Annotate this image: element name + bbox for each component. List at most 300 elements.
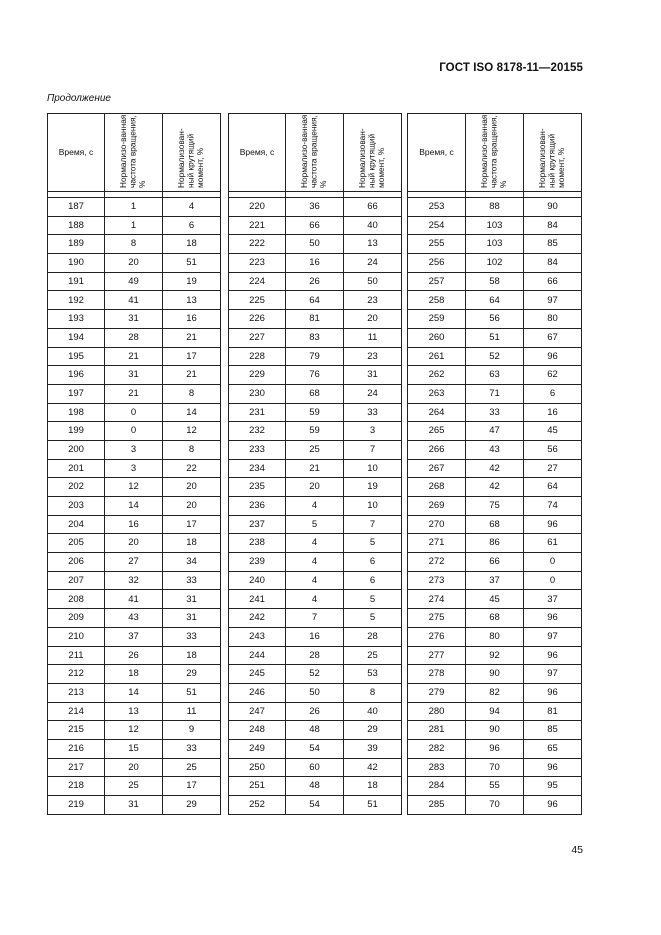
table-row [408, 235, 582, 254]
table-row [408, 254, 582, 273]
torque-cell: 8 [344, 683, 402, 702]
torque-cell: 97 [524, 665, 582, 684]
speed-cell: 15 [105, 739, 163, 758]
speed-cell: 25 [105, 777, 163, 796]
speed-cell: 90 [466, 665, 524, 684]
table-row [48, 459, 221, 478]
torque-cell: 13 [344, 235, 402, 254]
table-row [408, 347, 582, 366]
speed-cell: 37 [466, 571, 524, 590]
torque-cell: 51 [163, 254, 221, 273]
speed-cell: 79 [286, 347, 344, 366]
table-row [408, 328, 582, 347]
speed-cell: 63 [466, 366, 524, 385]
time-cell: 280 [408, 702, 466, 721]
torque-cell: 50 [344, 272, 402, 291]
speed-cell: 59 [286, 422, 344, 441]
table-row [48, 609, 221, 628]
table-row [229, 683, 402, 702]
time-cell: 243 [229, 627, 286, 646]
speed-cell: 26 [286, 702, 344, 721]
table-row [229, 478, 402, 497]
torque-cell: 17 [163, 515, 221, 534]
time-cell: 264 [408, 403, 466, 422]
time-cell: 210 [48, 627, 105, 646]
torque-cell: 31 [344, 366, 402, 385]
speed-cell: 21 [105, 384, 163, 403]
table-row [408, 739, 582, 758]
table-row [229, 254, 402, 273]
table-row [408, 590, 582, 609]
table-row [48, 534, 221, 553]
torque-cell: 16 [524, 403, 582, 422]
speed-cell: 31 [105, 796, 163, 815]
time-cell: 247 [229, 702, 286, 721]
speed-cell: 4 [286, 571, 344, 590]
speed-cell: 66 [466, 553, 524, 572]
time-cell: 281 [408, 721, 466, 740]
torque-cell: 6 [524, 384, 582, 403]
speed-cell: 4 [286, 590, 344, 609]
time-cell: 197 [48, 384, 105, 403]
speed-cell: 58 [466, 272, 524, 291]
torque-cell: 37 [524, 590, 582, 609]
time-cell: 229 [229, 366, 286, 385]
torque-cell: 61 [524, 534, 582, 553]
table-row [48, 235, 221, 254]
torque-cell: 9 [163, 721, 221, 740]
table-row [48, 291, 221, 310]
torque-cell: 18 [163, 646, 221, 665]
speed-cell: 54 [286, 796, 344, 815]
torque-cell: 51 [163, 683, 221, 702]
torque-cell: 11 [163, 702, 221, 721]
torque-cell: 8 [163, 440, 221, 459]
table-row [229, 198, 402, 217]
time-cell: 215 [48, 721, 105, 740]
time-cell: 256 [408, 254, 466, 273]
table-row [48, 216, 221, 235]
torque-cell: 0 [524, 553, 582, 572]
table-row [408, 384, 582, 403]
time-cell: 194 [48, 328, 105, 347]
speed-cell: 50 [286, 683, 344, 702]
speed-cell: 54 [286, 739, 344, 758]
table-row [229, 422, 402, 441]
speed-cell: 16 [286, 254, 344, 273]
torque-cell: 21 [163, 328, 221, 347]
table-row [48, 627, 221, 646]
torque-cell: 81 [524, 702, 582, 721]
time-cell: 237 [229, 515, 286, 534]
speed-cell: 56 [466, 310, 524, 329]
speed-cell: 32 [105, 571, 163, 590]
table-row [408, 198, 582, 217]
header-speed: Нормализо-ванная частота вращения, % [466, 114, 524, 192]
table-row [408, 310, 582, 329]
table-row [408, 777, 582, 796]
time-cell: 254 [408, 216, 466, 235]
torque-cell: 20 [344, 310, 402, 329]
torque-cell: 5 [344, 534, 402, 553]
torque-cell: 85 [524, 235, 582, 254]
speed-cell: 42 [466, 459, 524, 478]
torque-cell: 25 [163, 758, 221, 777]
torque-cell: 84 [524, 216, 582, 235]
table-row [229, 347, 402, 366]
time-cell: 260 [408, 328, 466, 347]
table-row [229, 609, 402, 628]
time-cell: 190 [48, 254, 105, 273]
time-cell: 279 [408, 683, 466, 702]
speed-cell: 21 [286, 459, 344, 478]
torque-cell: 17 [163, 777, 221, 796]
torque-cell: 18 [163, 235, 221, 254]
torque-cell: 23 [344, 347, 402, 366]
torque-cell: 18 [344, 777, 402, 796]
time-cell: 199 [48, 422, 105, 441]
speed-cell: 4 [286, 497, 344, 516]
time-cell: 261 [408, 347, 466, 366]
speed-cell: 50 [286, 235, 344, 254]
torque-cell: 42 [344, 758, 402, 777]
table-row [408, 665, 582, 684]
torque-cell: 4 [163, 198, 221, 217]
time-cell: 253 [408, 198, 466, 217]
time-cell: 255 [408, 235, 466, 254]
table-row [229, 235, 402, 254]
time-cell: 269 [408, 497, 466, 516]
speed-cell: 47 [466, 422, 524, 441]
table-row [229, 403, 402, 422]
speed-cell: 20 [105, 758, 163, 777]
torque-cell: 29 [163, 665, 221, 684]
time-cell: 238 [229, 534, 286, 553]
table-row [48, 739, 221, 758]
time-cell: 236 [229, 497, 286, 516]
time-cell: 191 [48, 272, 105, 291]
table-row [48, 665, 221, 684]
table-row [48, 198, 221, 217]
torque-cell: 24 [344, 384, 402, 403]
torque-cell: 96 [524, 515, 582, 534]
table-row [48, 646, 221, 665]
time-cell: 207 [48, 571, 105, 590]
torque-cell: 20 [163, 478, 221, 497]
time-cell: 227 [229, 328, 286, 347]
table-row [408, 459, 582, 478]
header-speed: Нормализо-ванная частота вращения, % [105, 114, 163, 192]
speed-cell: 82 [466, 683, 524, 702]
time-cell: 200 [48, 440, 105, 459]
torque-cell: 74 [524, 497, 582, 516]
speed-cell: 3 [105, 459, 163, 478]
torque-cell: 6 [344, 571, 402, 590]
torque-cell: 31 [163, 590, 221, 609]
speed-cell: 103 [466, 235, 524, 254]
table-row [408, 609, 582, 628]
time-cell: 246 [229, 683, 286, 702]
speed-cell: 70 [466, 796, 524, 815]
time-cell: 226 [229, 310, 286, 329]
time-cell: 222 [229, 235, 286, 254]
torque-cell: 96 [524, 646, 582, 665]
table-row [229, 777, 402, 796]
header-torque: Нормализован-ный крутящий момент, % [344, 114, 402, 192]
torque-cell: 7 [344, 440, 402, 459]
speed-cell: 90 [466, 721, 524, 740]
speed-cell: 45 [466, 590, 524, 609]
time-cell: 240 [229, 571, 286, 590]
torque-cell: 33 [163, 571, 221, 590]
speed-cell: 20 [105, 254, 163, 273]
table-row [229, 216, 402, 235]
table-row [229, 796, 402, 815]
torque-cell: 90 [524, 198, 582, 217]
speed-cell: 12 [105, 721, 163, 740]
speed-cell: 36 [286, 198, 344, 217]
time-cell: 223 [229, 254, 286, 273]
time-cell: 262 [408, 366, 466, 385]
table-row [408, 366, 582, 385]
time-cell: 201 [48, 459, 105, 478]
table-row [408, 272, 582, 291]
header-time: Время, с [48, 114, 105, 192]
time-cell: 278 [408, 665, 466, 684]
time-cell: 235 [229, 478, 286, 497]
torque-cell: 96 [524, 347, 582, 366]
table-row [408, 796, 582, 815]
time-cell: 239 [229, 553, 286, 572]
table-row [408, 683, 582, 702]
table-row [408, 478, 582, 497]
torque-cell: 31 [163, 609, 221, 628]
table-row [48, 702, 221, 721]
time-cell: 217 [48, 758, 105, 777]
torque-cell: 21 [163, 366, 221, 385]
time-cell: 282 [408, 739, 466, 758]
table-row [408, 216, 582, 235]
torque-cell: 19 [163, 272, 221, 291]
speed-cell: 64 [466, 291, 524, 310]
time-cell: 257 [408, 272, 466, 291]
time-cell: 259 [408, 310, 466, 329]
table-row [229, 665, 402, 684]
speed-cell: 27 [105, 553, 163, 572]
table-row [48, 478, 221, 497]
time-cell: 242 [229, 609, 286, 628]
torque-cell: 51 [344, 796, 402, 815]
table-row [229, 291, 402, 310]
speed-cell: 52 [286, 665, 344, 684]
time-cell: 205 [48, 534, 105, 553]
speed-cell: 33 [466, 403, 524, 422]
header-torque: Нормализован-ный крутящий момент, % [524, 114, 582, 192]
time-cell: 285 [408, 796, 466, 815]
time-cell: 231 [229, 403, 286, 422]
speed-cell: 14 [105, 497, 163, 516]
time-cell: 208 [48, 590, 105, 609]
table-row [229, 272, 402, 291]
torque-cell: 53 [344, 665, 402, 684]
speed-cell: 13 [105, 702, 163, 721]
table-row [48, 272, 221, 291]
speed-cell: 55 [466, 777, 524, 796]
table-row [48, 403, 221, 422]
table-row [48, 553, 221, 572]
speed-cell: 70 [466, 758, 524, 777]
torque-cell: 29 [163, 796, 221, 815]
time-cell: 272 [408, 553, 466, 572]
speed-cell: 14 [105, 683, 163, 702]
time-cell: 193 [48, 310, 105, 329]
speed-cell: 43 [466, 440, 524, 459]
speed-cell: 3 [105, 440, 163, 459]
speed-cell: 18 [105, 665, 163, 684]
torque-cell: 33 [344, 403, 402, 422]
speed-cell: 1 [105, 198, 163, 217]
table-row [408, 497, 582, 516]
table-row [48, 758, 221, 777]
time-cell: 218 [48, 777, 105, 796]
time-cell: 220 [229, 198, 286, 217]
time-cell: 204 [48, 515, 105, 534]
table-row [408, 422, 582, 441]
torque-cell: 33 [163, 739, 221, 758]
torque-cell: 28 [344, 627, 402, 646]
speed-cell: 28 [105, 328, 163, 347]
page-number: 45 [571, 844, 583, 856]
torque-cell: 96 [524, 683, 582, 702]
speed-cell: 80 [466, 627, 524, 646]
time-cell: 248 [229, 721, 286, 740]
table-row [48, 571, 221, 590]
speed-cell: 25 [286, 440, 344, 459]
table-row [229, 702, 402, 721]
speed-cell: 41 [105, 291, 163, 310]
table-row [408, 646, 582, 665]
speed-cell: 20 [105, 534, 163, 553]
table-row [229, 590, 402, 609]
table-row [229, 646, 402, 665]
torque-cell: 56 [524, 440, 582, 459]
speed-cell: 103 [466, 216, 524, 235]
speed-cell: 21 [105, 347, 163, 366]
table-row [48, 384, 221, 403]
header-speed: Нормализо-ванная частота вращения, % [286, 114, 344, 192]
time-cell: 219 [48, 796, 105, 815]
torque-cell: 62 [524, 366, 582, 385]
time-cell: 195 [48, 347, 105, 366]
data-table-3 [407, 113, 582, 815]
speed-cell: 26 [105, 646, 163, 665]
torque-cell: 40 [344, 702, 402, 721]
time-cell: 224 [229, 272, 286, 291]
speed-cell: 0 [105, 422, 163, 441]
torque-cell: 34 [163, 553, 221, 572]
table-row [48, 310, 221, 329]
table-row [229, 534, 402, 553]
table-row [408, 627, 582, 646]
torque-cell: 12 [163, 422, 221, 441]
table-row [48, 366, 221, 385]
table-row [229, 366, 402, 385]
torque-cell: 7 [344, 515, 402, 534]
header-time: Время, с [408, 114, 466, 192]
data-table-2 [228, 113, 402, 815]
speed-cell: 96 [466, 739, 524, 758]
speed-cell: 48 [286, 721, 344, 740]
torque-cell: 97 [524, 627, 582, 646]
table-row [408, 440, 582, 459]
torque-cell: 66 [524, 272, 582, 291]
speed-cell: 26 [286, 272, 344, 291]
header-time: Время, с [229, 114, 286, 192]
speed-cell: 60 [286, 758, 344, 777]
time-cell: 209 [48, 609, 105, 628]
table-row [229, 553, 402, 572]
table-row [229, 515, 402, 534]
speed-cell: 28 [286, 646, 344, 665]
table-row [229, 328, 402, 347]
table-row [48, 497, 221, 516]
torque-cell: 66 [344, 198, 402, 217]
time-cell: 258 [408, 291, 466, 310]
torque-cell: 40 [344, 216, 402, 235]
table-row [408, 721, 582, 740]
speed-cell: 52 [466, 347, 524, 366]
speed-cell: 59 [286, 403, 344, 422]
time-cell: 276 [408, 627, 466, 646]
time-cell: 265 [408, 422, 466, 441]
table-row [229, 459, 402, 478]
time-cell: 216 [48, 739, 105, 758]
time-cell: 196 [48, 366, 105, 385]
time-cell: 234 [229, 459, 286, 478]
speed-cell: 31 [105, 310, 163, 329]
time-cell: 192 [48, 291, 105, 310]
torque-cell: 97 [524, 291, 582, 310]
time-cell: 263 [408, 384, 466, 403]
torque-cell: 10 [344, 459, 402, 478]
continuation-label: Продолжение [47, 93, 111, 104]
table-row [408, 553, 582, 572]
speed-cell: 64 [286, 291, 344, 310]
speed-cell: 51 [466, 328, 524, 347]
speed-cell: 88 [466, 198, 524, 217]
speed-cell: 94 [466, 702, 524, 721]
speed-cell: 43 [105, 609, 163, 628]
time-cell: 273 [408, 571, 466, 590]
speed-cell: 102 [466, 254, 524, 273]
torque-cell: 14 [163, 403, 221, 422]
speed-cell: 86 [466, 534, 524, 553]
time-cell: 270 [408, 515, 466, 534]
table-row [48, 796, 221, 815]
table-row [229, 384, 402, 403]
table-row [229, 440, 402, 459]
torque-cell: 5 [344, 609, 402, 628]
table-row [408, 534, 582, 553]
time-cell: 250 [229, 758, 286, 777]
time-cell: 188 [48, 216, 105, 235]
table-row [229, 721, 402, 740]
speed-cell: 75 [466, 497, 524, 516]
header-torque: Нормализован-ный крутящий момент, % [163, 114, 221, 192]
table-row [229, 310, 402, 329]
time-cell: 214 [48, 702, 105, 721]
time-cell: 211 [48, 646, 105, 665]
